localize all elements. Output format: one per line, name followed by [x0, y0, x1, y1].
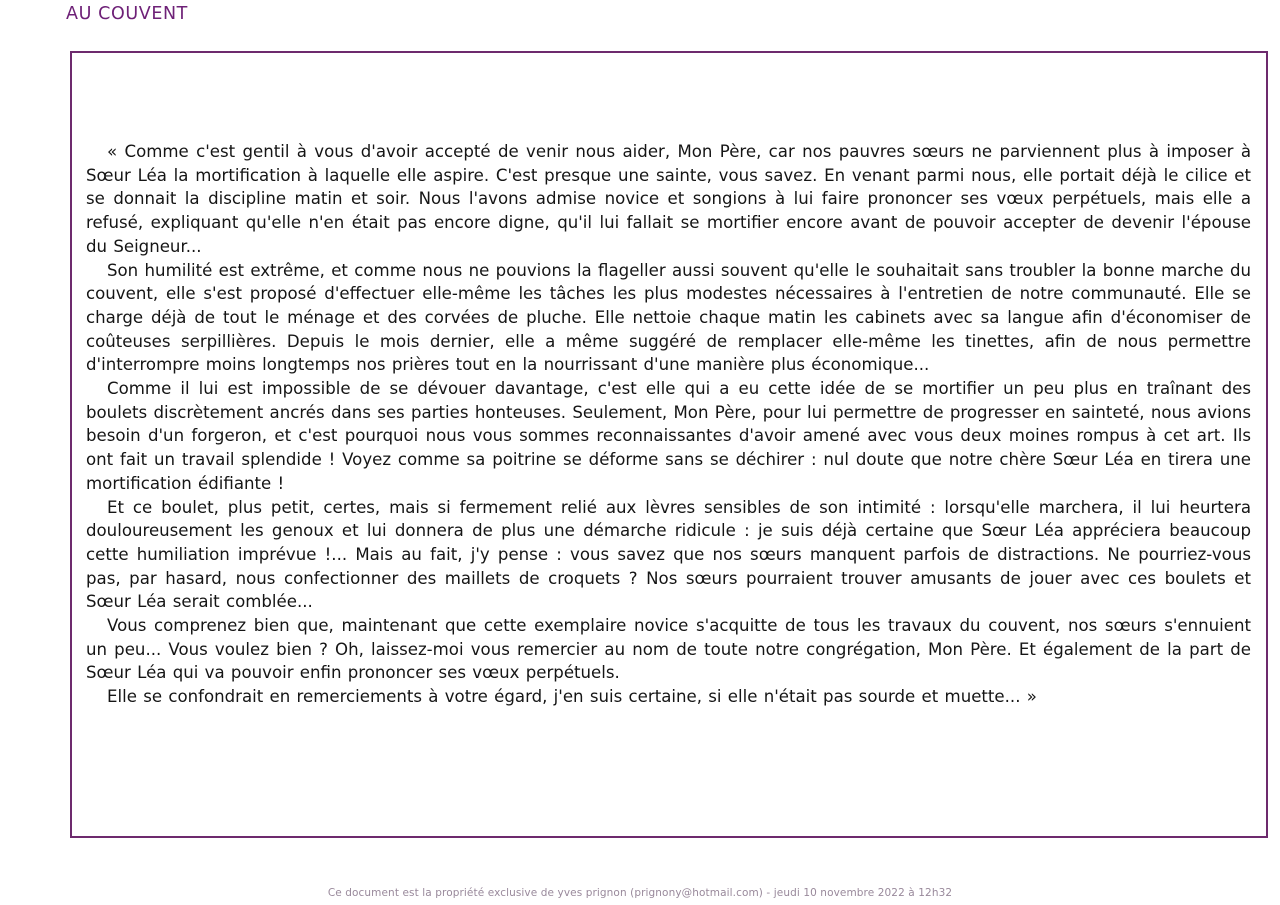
paragraph-6: Elle se confondrait en remerciements à votre égard, j'en suis certaine, si elle n'était pas sourde et muette... »: [107, 687, 1037, 707]
paragraph-3: Comme il lui est impossible de se dévouer davantage, c'est elle qui a eu cette idée de se mortifier un peu plus en traînant des boulets discrètement ancrés dans ses parties honteuses. Seulement, Mon Père, pour lui permettre de progresser en sainteté, nous avions besoin d'un forgeron, et c'est pourquoi nous vous sommes reconnaissantes d'avoir amené avec vous deux moines rompus à cet art. Ils ont fait un travail splendide ! Voyez comme sa poitrine se déforme sans se déchirer : nul doute que notre chère Sœur Léa en tirera une mortification édifiante !: [86, 379, 1251, 493]
paragraph-1: « Comme c'est gentil à vous d'avoir accepté de venir nous aider, Mon Père, car nos pauvres sœurs ne parviennent plus à imposer à Sœur Léa la mortification à laquelle elle aspire. C'est presque une sainte, vous savez. En venant parmi nous, elle portait déjà le cilice et se donnait la discipline matin et soir. Nous l'avons admise novice et songions à lui faire prononcer ses vœux perpétuels, mais elle a refusé, expliquant qu'elle n'en était pas encore digne, qu'il lui fallait se mortifier encore avant de pouvoir accepter de devenir l'épouse du Seigneur...: [86, 142, 1251, 256]
footer-ownership-line: Ce document est la propriété exclusive de yves prignon (prignony@hotmail.com) - jeudi 10 novembre 2022 à 12h32: [327, 887, 953, 899]
content-frame: [70, 51, 1268, 838]
paragraph-4: Et ce boulet, plus petit, certes, mais si fermement relié aux lèvres sensibles de son intimité : lorsqu'elle marchera, il lui heurtera douloureusement les genoux et lui donnera de plus une démarche ridicule : je suis déjà certaine que Sœur Léa appréciera beaucoup cette humiliation imprévue !... Mais au fait, j'y pense : vous savez que nos sœurs manquent parfois de distractions. Ne pourriez-vous pas, par hasard, nous confectionner des maillets de croquets ? Nos sœurs pourraient trouver amusants de jouer avec ces boulets et Sœur Léa serait comblée...: [86, 497, 1251, 612]
page-title: AU COUVENT: [66, 4, 188, 24]
paragraph-2: Son humilité est extrême, et comme nous ne pouvions la flageller aussi souvent qu'elle le souhaitait sans troubler la bonne marche du couvent, elle s'est proposé d'effectuer elle-même les tâches les plus modestes nécessaires à l'entretien de notre communauté. Elle se charge déjà de tout le ménage et des corvées de pluche. Elle nettoie chaque matin les cabinets avec sa langue afin d'économiser de coûteuses serpillières. Depuis le mois dernier, elle a même suggéré de remplacer elle-même les tinettes, afin de nous permettre d'interrompre moins longtemps nos prières tout en la nourrissant d'une manière plus économique...: [86, 260, 1251, 375]
paragraph-5: Vous comprenez bien que, maintenant que cette exemplaire novice s'acquitte de tous les travaux du couvent, nos sœurs s'ennuient un peu... Vous voulez bien ? Oh, laissez-moi vous remercier au nom de toute notre congrégation, Mon Père. Et également de la part de Sœur Léa qui va pouvoir enfin prononcer ses vœux perpétuels.: [86, 616, 1251, 683]
